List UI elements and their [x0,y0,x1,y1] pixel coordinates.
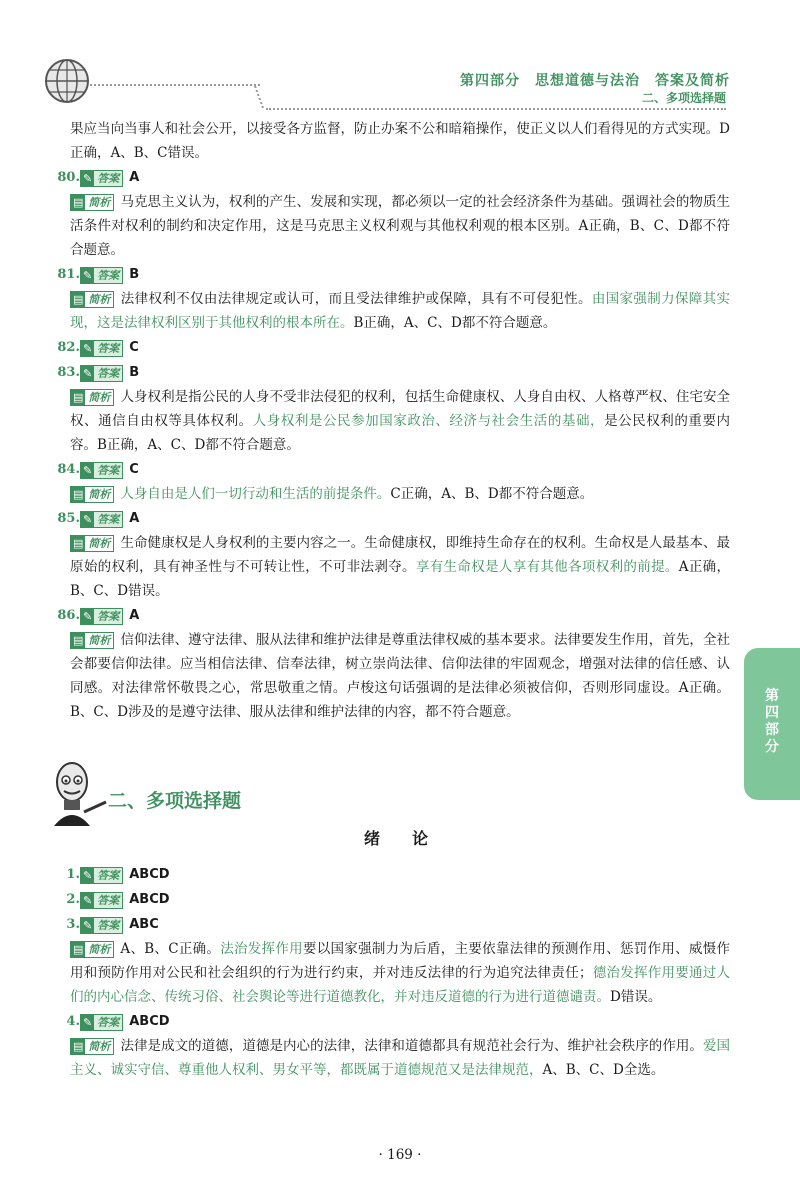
answer-row [57,507,730,531]
answer-row [66,913,730,937]
answer-row [57,336,730,360]
question-number: 84. [57,462,80,477]
analysis-segment: 法律权利不仅由法律规定或认可，而且受法律维护或保障，具有不可侵犯性。 [120,291,592,307]
pencil-icon: ✎ [83,366,93,380]
key-point: 法治发挥作用 [220,941,303,957]
analysis-text [70,482,730,506]
answer-tag [80,170,123,187]
pencil-icon: ✎ [83,868,93,882]
answer-tag [80,867,123,884]
analysis-segment: 法律是成文的道德，道德是内心的法律，法律和道德都具有规范社会行为、维护社会秩序的作用。 [120,1038,703,1054]
key-point: 人身自由是人们一切行动和生活的前提条件。 [120,486,391,502]
tag-label: 答案 [94,171,122,186]
header-title: 第四部分 思想道德与法治 答案及简析 [460,73,730,89]
key-point: 人身权利是公民参加国家政治、经济与社会生活的基础， [252,413,605,429]
answer-value: ABCD [129,1014,170,1029]
answer-items-multi [66,863,731,1082]
header-rule-lower [266,108,726,110]
pencil-icon: ✎ [83,512,93,526]
answer-tag [80,267,123,284]
question-number: 80. [57,170,80,185]
pencil-icon: ✎ [83,463,93,477]
analysis-segment: 信仰法律、遵守法律、服从法律和维护法律是尊重法律权威的基本要求。法律要发生作用，首先，全社会都要信仰法律。应当相信法律、信奉法律，树立崇尚法律、信仰法律的牢固观念，增强对法律的信任感、认同感。对法律常怀敬畏之心，常思敬重之情。卢梭这句话强调的是法律必须被信仰，否则形同虚设。A正确。B、C、D涉及的是遵守法律、服从法律和维护法律的内容，都不符合题意。 [70,632,730,720]
tag-label: 简析 [88,391,111,404]
answer-value: B [129,267,140,282]
answer-row [66,863,730,887]
pencil-icon: ✎ [83,609,93,623]
answer-value: ABCD [129,892,170,907]
answer-list-multi [66,862,731,1082]
analysis-segment: 要以国家强制力为后盾，主要依靠法律的预测作用、惩罚作用、威慑作用和预防作用对公民和社会组织的行为进行约束，并对违反法律的行为追究法律责任； [70,941,731,981]
tag-label: 答案 [94,268,122,283]
answer-value: A [129,608,140,623]
tag-label: 答案 [94,868,122,883]
book-icon: ▤ [73,634,84,647]
book-icon: ▤ [73,943,84,956]
chapter-title: 绪 论 [363,829,436,848]
book-icon: ▤ [73,391,84,404]
tag-label: 答案 [94,341,122,356]
answer-tag [80,892,123,909]
answer-row [57,361,730,385]
book-icon: ▤ [73,1040,84,1053]
side-tab-char: 分 [765,739,779,755]
answer-tag [80,917,123,934]
tag-label: 简析 [88,537,111,550]
answer-tag [80,511,123,528]
key-point: 由国家强制力保障其实现，这是法律权利区别于其他权利的根本所在。 [70,291,731,331]
tag-label: 简析 [88,943,111,956]
header-rule-step [254,86,266,108]
continued-analysis: 果应当向当事人和社会公开，以接受各方监督，防止办案不公和暗箱操作，使正义以人们看得见的方式实现。D正确，A、B、C错误。 [70,121,730,161]
tag-label: 答案 [94,918,122,933]
analysis-text [70,287,730,335]
book-icon: ▤ [73,537,84,550]
pencil-icon: ✎ [83,341,93,355]
pencil-icon: ✎ [83,1015,93,1029]
tag-label: 简析 [88,1040,111,1053]
side-tab-label [744,688,800,756]
answer-row [66,1010,730,1034]
analysis-segment: 人身权利是指公民的人身不受非法侵犯的权利，包括生命健康权、人身自由权、人格尊严权、住宅安全权、通信自由权等具体权利。 [70,389,730,429]
tag-label: 简析 [88,488,111,501]
globe-icon [44,58,90,104]
analysis-segment: A、B、C正确。 [120,941,221,957]
section-title: 二、多项选择题 [108,790,242,812]
mascot-icon [48,760,112,830]
answer-row [57,166,730,190]
analysis-text [70,1034,730,1082]
analysis-text [70,937,730,1009]
book-icon: ▤ [73,196,84,209]
answer-row [57,263,730,287]
part-side-tab [744,648,800,800]
answer-value: A [129,170,140,185]
question-number: 83. [57,365,80,380]
question-number: 2. [66,892,80,907]
answer-row [66,888,730,912]
question-number: 81. [57,267,80,282]
analysis-segment: A正确，B、C、D错误。 [70,559,731,599]
analysis-segment: D错误。 [610,989,662,1005]
answer-tag [80,462,123,479]
analysis-segment: 马克思主义认为，权利的产生、发展和实现，都必须以一定的社会经济条件为基础。强调社会的物质生活条件对权利的制约和决定作用，这是马克思主义权利观与其他权利观的根本区别。A正确，B、C、D都不符合题意。 [70,194,730,258]
answer-value: C [129,462,139,477]
analysis-segment: B正确，A、C、D都不符合题意。 [353,315,557,331]
tag-label: 答案 [94,512,122,527]
analysis-text [70,190,730,262]
analysis-tag [70,194,114,211]
answer-tag [80,608,123,625]
answer-row [57,604,730,628]
answer-row [57,458,730,482]
answer-list-single [57,117,731,724]
book-icon: ▤ [73,488,84,501]
analysis-text [70,385,730,457]
tag-label: 答案 [94,463,122,478]
side-tab-char: 四 [765,705,779,721]
question-number: 85. [57,511,80,526]
answer-tag [80,1014,123,1031]
analysis-tag [70,291,114,308]
answer-value: ABC [129,917,159,932]
page-number: · 169 · [378,1147,422,1163]
answer-value: ABCD [129,867,170,882]
key-point: 德治发挥作用要通过人们的内心信念、传统习俗、社会舆论等进行道德教化，并对违反道德的行为进行道德谴责。 [70,965,731,1005]
answer-value: A [129,511,140,526]
side-tab-char: 部 [765,722,779,738]
tag-label: 简析 [88,634,111,647]
analysis-segment: 生命健康权是人身权利的主要内容之一。生命健康权，即维持生命存在的权利。生命权是人最基本、最原始的权利，具有神圣性与不可转让性，不可非法剥夺。 [70,535,730,575]
pencil-icon: ✎ [83,171,93,185]
question-number: 3. [66,917,80,932]
analysis-segment: 是公民权利的重要内容。B正确，A、C、D都不符合题意。 [70,413,731,453]
tag-label: 答案 [94,1015,122,1030]
answer-items [57,166,731,724]
analysis-tag [70,535,114,552]
question-number: 4. [66,1014,80,1029]
pencil-icon: ✎ [83,268,93,282]
question-number: 86. [57,608,80,623]
tag-label: 简析 [88,196,111,209]
side-tab-char: 第 [765,688,779,704]
header-subtitle: 二、多项选择题 [641,91,726,105]
analysis-tag [70,941,114,958]
answer-value: B [129,365,140,380]
analysis-segment: C正确，A、B、D都不符合题意。 [390,486,594,502]
tag-label: 答案 [94,893,122,908]
analysis-text [70,628,730,724]
question-number: 82. [57,340,80,355]
page-header [0,0,800,120]
analysis-tag [70,486,114,503]
analysis-tag [70,632,114,649]
analysis-segment: A、B、C、D全选。 [542,1062,665,1078]
key-point: 爱国主义、诚实守信、尊重他人权利、男女平等，都既属于道德规范又是法律规范， [70,1038,730,1078]
analysis-tag [70,1038,114,1055]
header-rule [90,84,260,86]
analysis-text [70,531,730,603]
tag-label: 答案 [94,366,122,381]
book-icon: ▤ [73,293,84,306]
answer-value: C [129,340,139,355]
tag-label: 答案 [94,609,122,624]
question-number: 1. [66,867,80,882]
pencil-icon: ✎ [83,918,93,932]
answer-tag [80,365,123,382]
analysis-tag [70,389,114,406]
key-point: 享有生命权是人享有其他各项权利的前提。 [415,559,679,575]
pencil-icon: ✎ [83,893,93,907]
answer-tag [80,340,123,357]
section-heading [48,760,448,830]
tag-label: 简析 [88,293,111,306]
